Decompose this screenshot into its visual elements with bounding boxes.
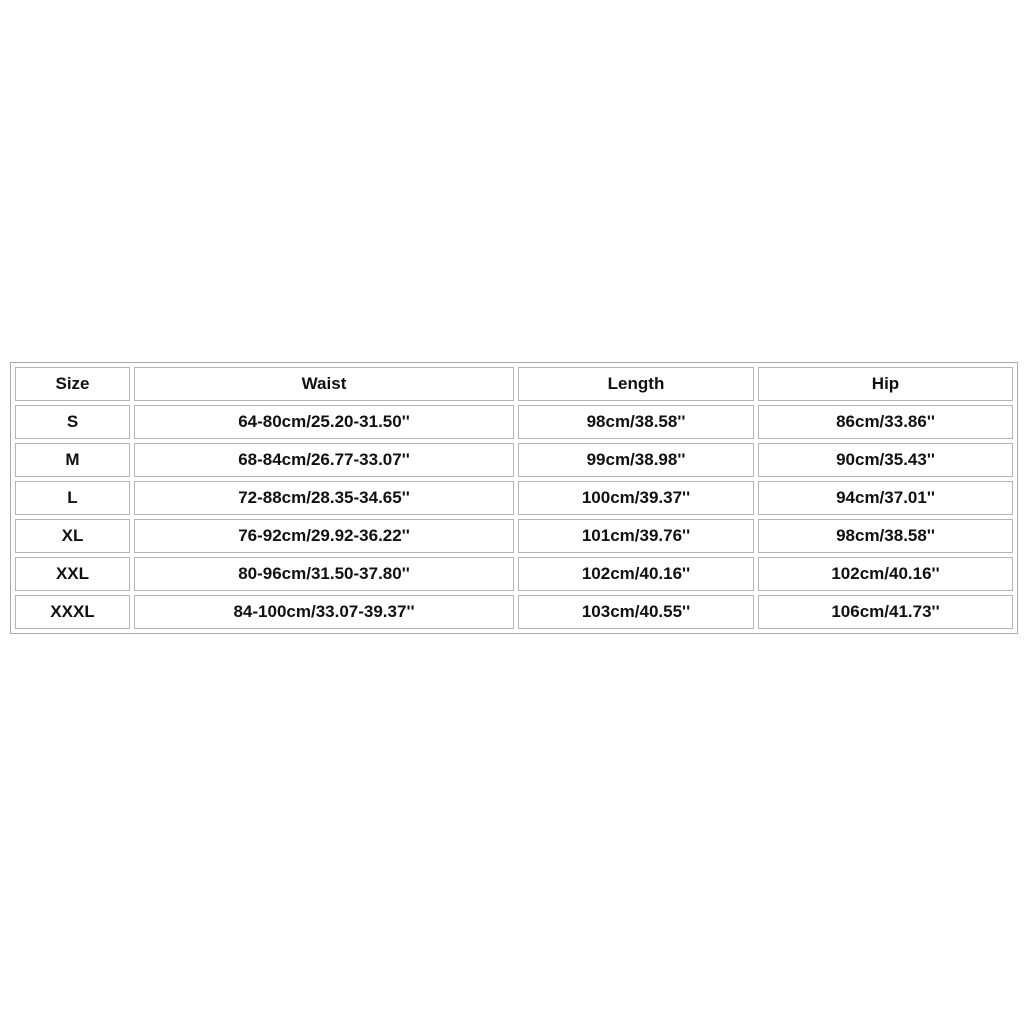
- table-row: [15, 405, 1013, 439]
- length-cell: 98cm/38.58'': [518, 405, 754, 439]
- size-cell: XXL: [15, 557, 130, 591]
- size-cell: XXXL: [15, 595, 130, 629]
- length-cell: 100cm/39.37'': [518, 481, 754, 515]
- length-cell: 102cm/40.16'': [518, 557, 754, 591]
- waist-cell: 84-100cm/33.07-39.37'': [134, 595, 514, 629]
- hip-cell: 106cm/41.73'': [758, 595, 1013, 629]
- waist-cell: 64-80cm/25.20-31.50'': [134, 405, 514, 439]
- hip-cell: 98cm/38.58'': [758, 519, 1013, 553]
- table-row: [15, 481, 1013, 515]
- hip-cell: 90cm/35.43'': [758, 443, 1013, 477]
- length-cell: 99cm/38.98'': [518, 443, 754, 477]
- waist-cell: 72-88cm/28.35-34.65'': [134, 481, 514, 515]
- size-chart-table: [10, 362, 1018, 634]
- header-waist: Waist: [134, 367, 514, 401]
- waist-cell: 68-84cm/26.77-33.07'': [134, 443, 514, 477]
- waist-cell: 76-92cm/29.92-36.22'': [134, 519, 514, 553]
- length-cell: 103cm/40.55'': [518, 595, 754, 629]
- table-row: [15, 557, 1013, 591]
- size-cell: L: [15, 481, 130, 515]
- hip-cell: 102cm/40.16'': [758, 557, 1013, 591]
- size-cell: S: [15, 405, 130, 439]
- length-cell: 101cm/39.76'': [518, 519, 754, 553]
- hip-cell: 94cm/37.01'': [758, 481, 1013, 515]
- header-length: Length: [518, 367, 754, 401]
- waist-cell: 80-96cm/31.50-37.80'': [134, 557, 514, 591]
- hip-cell: 86cm/33.86'': [758, 405, 1013, 439]
- table-row: [15, 519, 1013, 553]
- size-cell: M: [15, 443, 130, 477]
- header-hip: Hip: [758, 367, 1013, 401]
- table-row: [15, 443, 1013, 477]
- header-size: Size: [15, 367, 130, 401]
- size-cell: XL: [15, 519, 130, 553]
- table-row: [15, 595, 1013, 629]
- table-header-row: [15, 367, 1013, 401]
